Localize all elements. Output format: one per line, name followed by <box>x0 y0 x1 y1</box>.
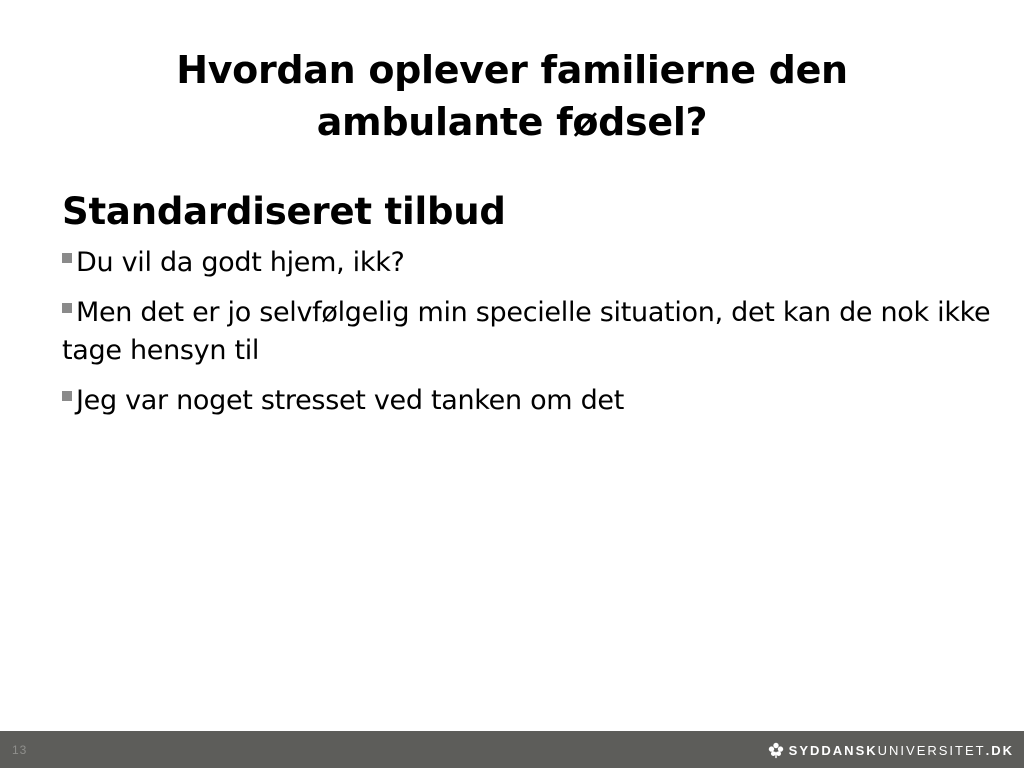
logo-text-light: UNIVERSITET <box>877 742 986 758</box>
bullet-text: Du vil da godt hjem, ikk? <box>76 247 405 278</box>
square-bullet-icon <box>62 253 72 263</box>
bullet-text: Men det er jo selvfølgelig min specielle situation, det kan de nok ikke tage hensyn til <box>62 297 991 366</box>
square-bullet-icon <box>62 391 72 401</box>
bullet-list <box>62 244 992 420</box>
slide-title <box>100 44 924 148</box>
bullet-item <box>62 294 992 370</box>
bullet-item <box>62 382 992 420</box>
sdu-flower-icon <box>767 741 785 759</box>
logo-text-suffix: .DK <box>985 742 1014 758</box>
bullet-text: Jeg var noget stresset ved tanken om det <box>76 385 625 416</box>
slide-content <box>62 186 992 432</box>
section-heading: Standardiseret tilbud <box>62 190 506 233</box>
sdu-logo <box>767 739 1014 761</box>
bullet-item <box>62 244 992 282</box>
slide-title-line-1: Hvordan oplever familierne den <box>176 48 848 92</box>
slide-title-line-2: ambulante fødsel? <box>316 100 708 144</box>
logo-text-bold: SYDDANSK <box>788 742 878 758</box>
page-number: 13 <box>12 743 28 757</box>
footer-bar <box>0 731 1024 768</box>
square-bullet-icon <box>62 303 72 313</box>
